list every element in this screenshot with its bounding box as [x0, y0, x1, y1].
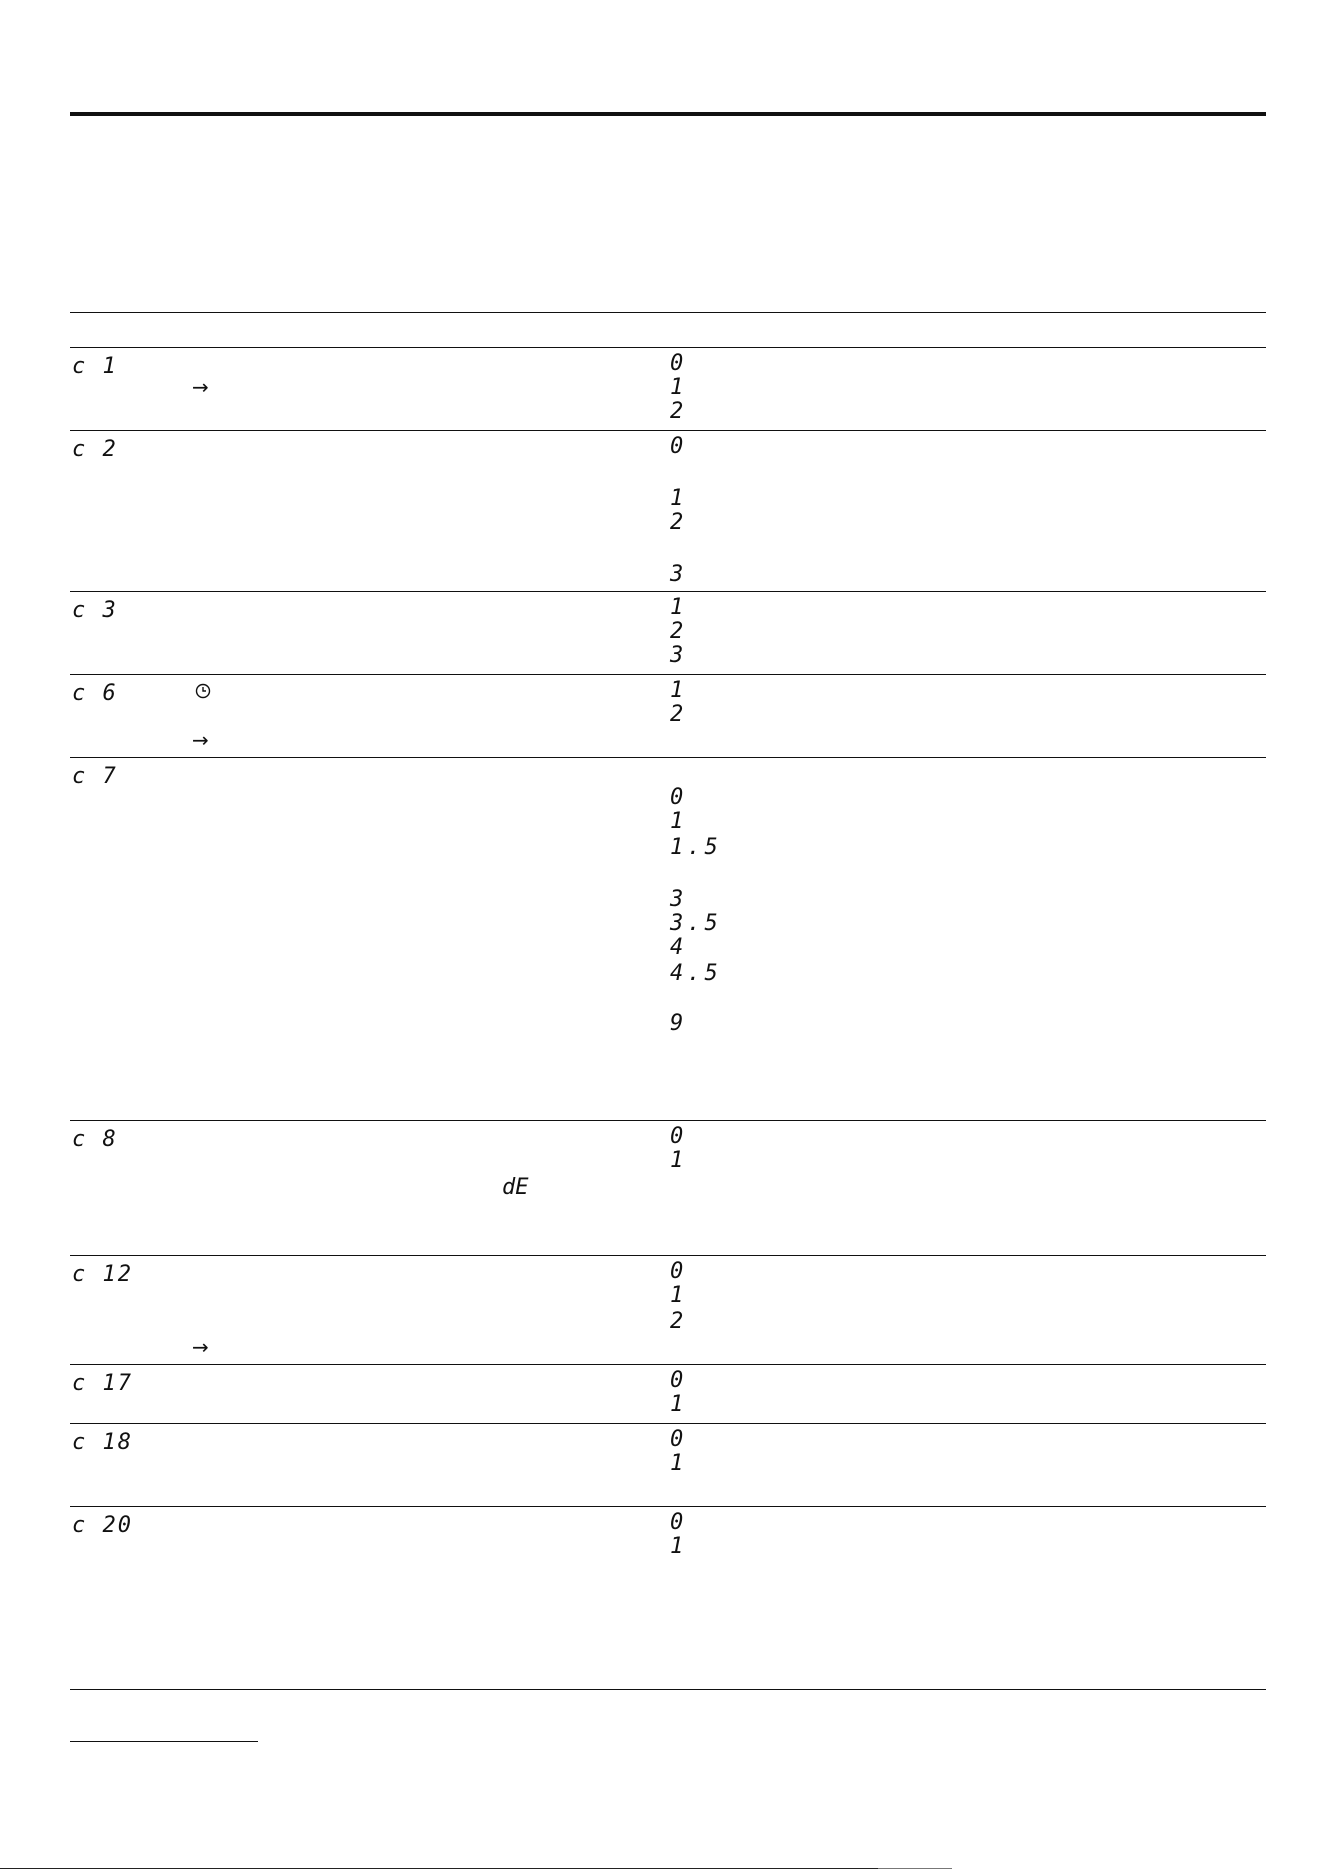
table-row — [70, 1424, 1266, 1507]
setting-value: 0 — [670, 351, 688, 376]
setting-value: 2 — [670, 399, 688, 424]
setting-value: 1 — [670, 809, 688, 834]
page-bottom-rule-segment — [878, 1868, 952, 1869]
setting-code: c 8 — [72, 1127, 118, 1152]
table-row — [70, 1255, 1266, 1365]
setting-value: 0 — [670, 1124, 688, 1149]
setting-value: 3.5 — [670, 911, 722, 936]
setting-value: 2 — [670, 510, 688, 535]
setting-value: 1 — [670, 375, 688, 400]
page-bottom-rule — [0, 1868, 950, 1869]
table-row — [70, 758, 1266, 1121]
table-row — [70, 348, 1266, 431]
setting-value: 4 — [670, 935, 688, 960]
setting-value: 3 — [670, 562, 688, 587]
setting-value: 4.5 — [670, 961, 722, 986]
setting-value: 0 — [670, 434, 688, 459]
setting-value: 1 — [670, 1534, 688, 1559]
setting-code: c 7 — [72, 764, 118, 789]
setting-value: 1 — [670, 678, 688, 703]
setting-value: 3 — [670, 887, 688, 912]
setting-value: 1 — [670, 1392, 688, 1417]
table-row — [70, 1365, 1266, 1424]
setting-code: c 2 — [72, 437, 118, 462]
setting-value: 0 — [670, 1427, 688, 1452]
setting-value: 1.5 — [670, 835, 722, 860]
arrow-right-icon: → — [192, 375, 209, 399]
table-row — [70, 1121, 1266, 1256]
setting-value: 1 — [670, 1148, 688, 1173]
clock-icon — [195, 683, 211, 699]
table-row — [70, 431, 1266, 592]
setting-code: c 3 — [72, 598, 118, 623]
setting-value: 2 — [670, 1309, 688, 1334]
arrow-right-icon: → — [192, 728, 209, 752]
setting-code: c 18 — [72, 1430, 133, 1455]
table-header — [70, 312, 1266, 348]
setting-code: c 17 — [72, 1371, 133, 1396]
settings-table — [70, 312, 1266, 1690]
setting-value: 1 — [670, 1283, 688, 1308]
table-row — [70, 675, 1266, 758]
setting-value: 3 — [670, 643, 688, 668]
top-rule — [70, 112, 1266, 116]
setting-value: 2 — [670, 702, 688, 727]
setting-value: 1 — [670, 595, 688, 620]
setting-code: c 1 — [72, 354, 118, 379]
arrow-right-icon: → — [192, 1335, 209, 1359]
setting-value: 0 — [670, 1510, 688, 1535]
table-row — [70, 1507, 1266, 1690]
setting-value: 1 — [670, 1451, 688, 1476]
setting-value: 0 — [670, 1368, 688, 1393]
setting-value: 0 — [670, 785, 688, 810]
setting-value: 2 — [670, 619, 688, 644]
table-row — [70, 592, 1266, 675]
setting-value: 9 — [670, 1011, 688, 1036]
setting-value: 1 — [670, 486, 688, 511]
display-dE: dE — [502, 1175, 529, 1200]
setting-code: c 12 — [72, 1262, 133, 1287]
setting-code: c 6 — [72, 681, 118, 706]
footnote-rule — [70, 1741, 258, 1742]
setting-code: c 20 — [72, 1513, 133, 1538]
setting-value: 0 — [670, 1259, 688, 1284]
